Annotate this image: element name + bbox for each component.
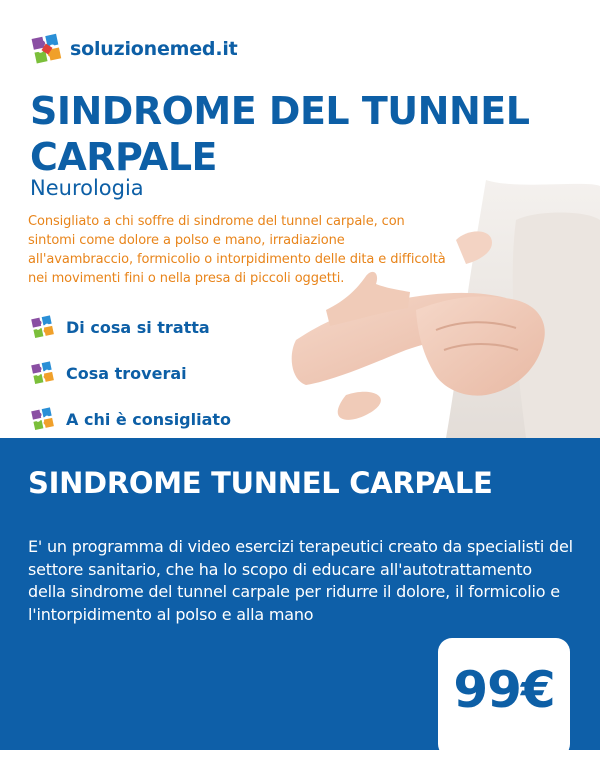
category-label: Neurologia — [30, 176, 144, 200]
link-label: Di cosa si tratta — [66, 317, 210, 337]
link-a-chi-e-consigliato[interactable] — [30, 404, 231, 434]
wrist-pain-photo — [286, 180, 600, 438]
program-description: E' un programma di video esercizi terapeutici creato da specialisti del settore sanitario, che ha lo scopo di educare all'autotrattamento della sindrome del tunnel carpale per ridurre il dolore, il formicolio e l'intorpidimento al polso e alla mano — [28, 537, 573, 624]
program-title: SINDROME TUNNEL CARPALE — [28, 466, 493, 500]
page-title: SINDROME DEL TUNNEL CARPALE — [30, 89, 530, 179]
puzzle-icon — [30, 314, 56, 340]
link-di-cosa-si-tratta[interactable] — [30, 312, 231, 342]
price-value: 99€ — [453, 661, 555, 719]
link-cosa-troverai[interactable] — [30, 358, 231, 388]
program-section — [0, 438, 600, 750]
brand-logo[interactable] — [30, 32, 238, 66]
info-links — [30, 312, 231, 438]
puzzle-logo-icon — [30, 32, 64, 66]
puzzle-icon — [30, 406, 56, 432]
brand-name: soluzionemed.it — [70, 38, 238, 60]
puzzle-icon — [30, 360, 56, 386]
link-label: Cosa troverai — [66, 363, 187, 383]
link-label: A chi è consigliato — [66, 409, 232, 429]
intro-description: Consigliato a chi soffre di sindrome del tunnel carpale, con sintomi come dolore a polso e mano, irradiazione all'avambraccio, formicolio o intorpidimento delle dita e difficoltà nei movimenti fini o nella presa di piccoli oggetti. — [28, 214, 446, 286]
price-card[interactable] — [438, 638, 570, 758]
